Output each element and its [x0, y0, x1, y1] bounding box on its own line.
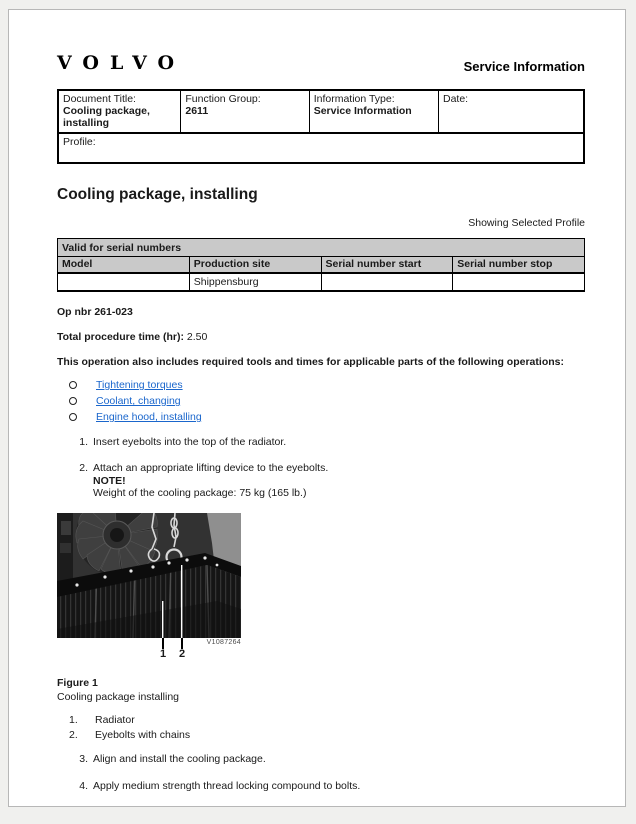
legend-number: 1.	[69, 714, 78, 726]
step-4	[57, 780, 585, 792]
page-title: Cooling package, installing	[57, 186, 258, 203]
cell-model	[58, 273, 190, 291]
list-item	[57, 395, 585, 407]
col-header-production-site: Production site	[189, 257, 321, 274]
table-row	[58, 273, 585, 291]
link-tightening-torques[interactable]: Tightening torques	[96, 379, 183, 391]
step-number: 2.	[79, 462, 88, 474]
step-text: Apply medium strength thread locking compound to bolts.	[93, 780, 361, 792]
col-header-serial-stop: Serial number stop	[453, 257, 585, 274]
circle-bullet-icon	[69, 381, 77, 389]
document-title-label: Document Title:	[63, 93, 136, 105]
circle-bullet-icon	[69, 413, 77, 421]
volvo-logo: VOLVO	[57, 52, 186, 74]
procedure-time-line	[57, 331, 585, 343]
date-label: Date:	[442, 93, 469, 105]
legend-item-radiator	[57, 714, 585, 726]
document-title-value: Cooling package, installing	[63, 105, 150, 129]
figure-caption-title: Figure 1	[57, 677, 98, 689]
profile-label: Profile:	[63, 136, 96, 148]
col-header-model: Model	[58, 257, 190, 274]
callout-number-2: 2	[178, 648, 186, 660]
list-item	[57, 379, 585, 391]
figure-1-block	[57, 513, 241, 665]
list-item	[57, 411, 585, 423]
figure-photo	[57, 513, 241, 638]
document-page	[8, 9, 626, 807]
serial-table-caption: Valid for serial numbers	[58, 239, 585, 257]
legend-text: Radiator	[95, 714, 135, 726]
link-coolant-changing[interactable]: Coolant, changing	[96, 395, 181, 407]
step-number: 4.	[79, 780, 88, 792]
figure-image-id: V1087264	[206, 639, 241, 646]
related-operations-list	[57, 379, 585, 423]
step-1	[57, 436, 585, 448]
function-group-value: 2611	[185, 105, 209, 117]
step-text: Align and install the cooling package.	[93, 753, 266, 765]
step-text-line: Attach an appropriate lifting device to the eyebolts.	[93, 462, 329, 474]
includes-statement: This operation also includes required tools and times for applicable parts of the following operations:	[57, 356, 564, 368]
profile-note: Showing Selected Profile	[468, 217, 585, 229]
information-type-cell	[309, 90, 438, 133]
serial-numbers-table	[57, 238, 585, 292]
step-number: 1.	[79, 436, 88, 448]
profile-cell	[58, 133, 584, 163]
op-number: Op nbr 261-023	[57, 306, 133, 318]
cell-serial-stop	[453, 273, 585, 291]
note-label: NOTE!	[93, 475, 126, 487]
function-group-label: Function Group:	[185, 93, 261, 105]
document-info-table	[57, 89, 585, 164]
callout-number-1: 1	[159, 648, 167, 660]
figure-legend	[57, 714, 585, 741]
link-engine-hood-installing[interactable]: Engine hood, installing	[96, 411, 202, 423]
document-title-cell	[58, 90, 181, 133]
cell-production-site: Shippensburg	[189, 273, 321, 291]
function-group-cell	[181, 90, 309, 133]
figure-caption-text: Cooling package installing	[57, 691, 179, 703]
legend-item-eyebolts	[57, 729, 585, 741]
procedure-time-value: 2.50	[186, 331, 208, 343]
procedure-time-label: Total procedure time (hr):	[57, 331, 184, 343]
date-cell	[438, 90, 584, 133]
col-header-serial-start: Serial number start	[321, 257, 453, 274]
step-2	[57, 462, 585, 499]
cell-serial-start	[321, 273, 453, 291]
step-3	[57, 753, 585, 765]
step-number: 3.	[79, 753, 88, 765]
circle-bullet-icon	[69, 397, 77, 405]
page-header	[57, 52, 585, 74]
step-text	[93, 462, 585, 499]
information-type-label: Information Type:	[313, 93, 395, 105]
legend-number: 2.	[69, 729, 78, 741]
service-information-heading: Service Information	[463, 59, 585, 74]
step-text: Insert eyebolts into the top of the radiator.	[93, 436, 287, 448]
note-text: Weight of the cooling package: 75 kg (165 lb.)	[93, 487, 307, 499]
information-type-value: Service Information	[313, 105, 412, 117]
legend-text: Eyebolts with chains	[95, 729, 191, 741]
